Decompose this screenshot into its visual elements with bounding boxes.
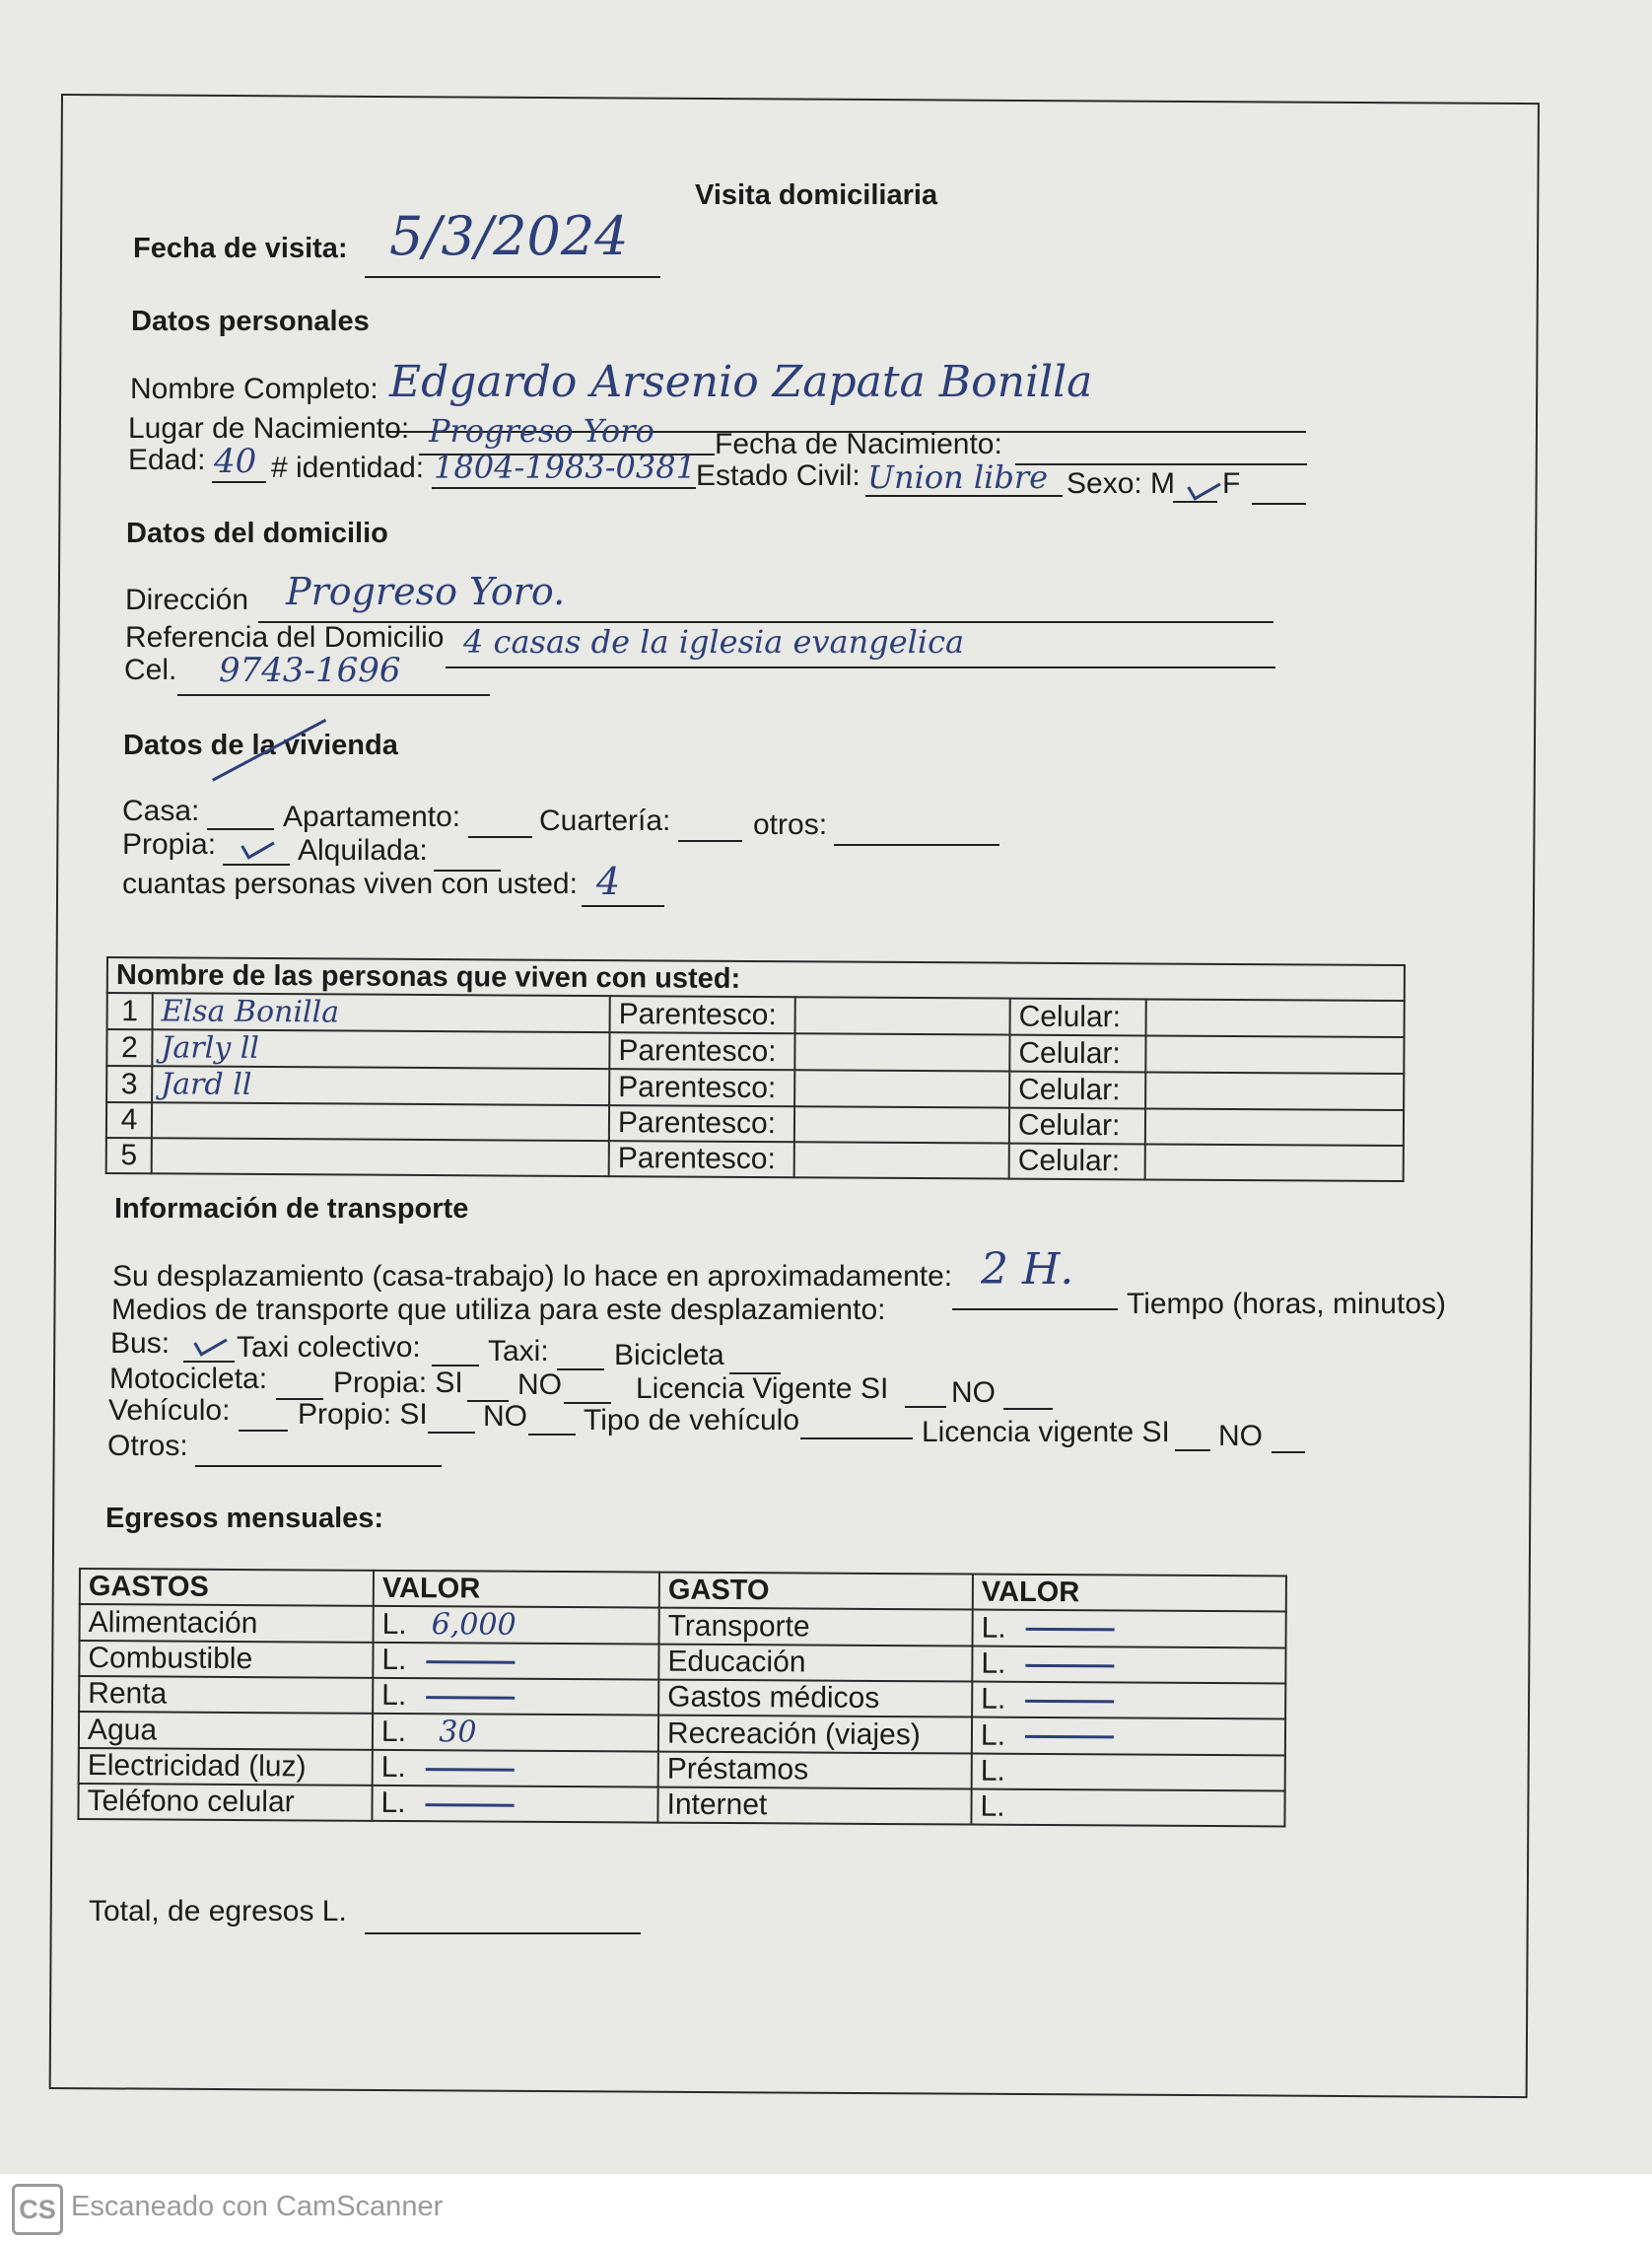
parentesco-label: Parentesco:	[609, 1069, 794, 1106]
col-gasto: GASTO	[659, 1573, 973, 1610]
count-line	[582, 905, 664, 907]
propia-line	[223, 864, 290, 866]
commute-line	[952, 1308, 1118, 1310]
expense-value	[973, 1610, 1286, 1648]
member-name: Jarly ll	[152, 1029, 609, 1069]
total-line	[365, 1932, 641, 1934]
propia-check-mark	[237, 836, 276, 856]
expense-label: Internet	[657, 1787, 971, 1825]
currency: L.	[981, 1646, 1006, 1680]
tipo-vehiculo-line	[800, 1437, 913, 1439]
expense-label: Electricidad (luz)	[79, 1748, 373, 1786]
expense-amount: 6,000	[431, 1607, 516, 1643]
total-label: Total, de egresos L.	[89, 1895, 347, 1927]
sex-check-mark	[1183, 477, 1222, 497]
expense-label: Recreación (viajes)	[658, 1716, 972, 1754]
expense-value	[374, 1606, 659, 1645]
col-valor-right: VALOR	[973, 1575, 1286, 1612]
camscanner-logo: CS	[12, 2184, 63, 2235]
expense-label: Alimentación	[80, 1604, 374, 1643]
visit-date-value: 5/3/2024	[389, 205, 629, 267]
bus-label: Bus:	[110, 1327, 171, 1360]
cuarteria-label: Cuartería:	[539, 805, 671, 837]
celular-value	[1145, 1035, 1404, 1074]
taxi-colectivo-label: Taxi colectivo:	[237, 1331, 421, 1364]
expenses-table	[77, 1568, 1287, 1827]
blank-dash	[426, 1768, 515, 1772]
moto-propia-no-label: NO	[517, 1368, 562, 1401]
cel-label: Cel.	[124, 654, 177, 686]
member-name	[152, 1138, 609, 1176]
celular-value	[1145, 1108, 1404, 1146]
moto-licencia-no-label: NO	[951, 1376, 996, 1409]
vehiculo-label: Vehículo:	[108, 1394, 231, 1427]
household-table	[105, 956, 1406, 1182]
blank-dash	[1025, 1699, 1114, 1703]
table-row	[106, 1138, 1404, 1181]
member-name: Jard ll	[152, 1066, 609, 1105]
currency: L.	[980, 1718, 1006, 1752]
currency: L.	[980, 1754, 1005, 1787]
celular-label: Celular:	[1009, 1035, 1145, 1073]
expense-label: Educación	[658, 1645, 972, 1682]
parentesco-label: Parentesco:	[609, 1141, 794, 1177]
commute-unit: Tiempo (horas, minutos)	[1127, 1288, 1446, 1320]
expense-value	[971, 1789, 1284, 1827]
currency: L.	[381, 1678, 407, 1713]
expense-value	[373, 1714, 658, 1752]
sex-f-line	[1252, 503, 1306, 505]
cuarteria-line	[678, 840, 742, 842]
commute-value: 2 H.	[981, 1244, 1074, 1295]
id-line	[432, 487, 696, 489]
celular-value	[1146, 999, 1405, 1037]
transport-otros-label: Otros:	[107, 1430, 188, 1462]
household-header: Nombre de las personas que viven con usted:	[107, 957, 1405, 1001]
blank-dash	[426, 1696, 515, 1700]
vehiculo-propio-no-label: NO	[483, 1400, 527, 1433]
member-name	[152, 1102, 609, 1141]
celular-value	[1145, 1072, 1404, 1110]
row-number: 5	[106, 1138, 152, 1173]
otros-label: otros:	[753, 808, 828, 841]
cel-line	[177, 694, 490, 696]
currency: L.	[981, 1682, 1006, 1716]
currency: L.	[381, 1607, 407, 1642]
currency: L.	[380, 1715, 407, 1749]
expense-value	[372, 1786, 657, 1823]
expense-value	[972, 1717, 1285, 1756]
currency: L.	[381, 1643, 407, 1677]
birthplace-label: Lugar de Nacimiento:	[128, 412, 410, 445]
camscanner-text: Escaneado con CamScanner	[71, 2191, 444, 2222]
celular-label: Celular:	[1009, 1108, 1145, 1145]
moto-propia-si-label: Propia: SI	[333, 1366, 463, 1399]
vehiculo-licencia-si-line	[1175, 1449, 1210, 1451]
vehiculo-licencia-no-label: NO	[1218, 1420, 1263, 1452]
vehiculo-licencia-no-line	[1272, 1451, 1305, 1453]
expense-value	[373, 1678, 658, 1716]
apartamento-line	[468, 836, 532, 838]
commute-label: Su desplazamiento (casa-trabajo) lo hace en aproximadamente:	[112, 1260, 953, 1293]
parentesco-value	[794, 1106, 1009, 1143]
count-label: cuantas personas viven con usted:	[122, 868, 578, 900]
form-title: Visita domiciliaria	[695, 179, 938, 211]
reference-value: 4 casas de la iglesia evangelica	[463, 623, 965, 661]
name-value: Edgardo Arsenio Zapata Bonilla	[389, 357, 1093, 407]
moto-licencia-si-label: Licencia Vigente SI	[636, 1372, 889, 1405]
birthdate-label: Fecha de Nacimiento:	[715, 428, 1002, 460]
civil-value: Union libre	[867, 458, 1049, 496]
propia-label: Propia:	[122, 828, 217, 861]
dwelling-heading: Datos de la vivienda	[123, 730, 398, 761]
celular-value	[1145, 1144, 1404, 1181]
expense-value	[373, 1643, 658, 1680]
vehiculo-line	[239, 1430, 288, 1432]
row-number: 1	[107, 993, 153, 1029]
expense-label: Combustible	[79, 1641, 373, 1678]
tipo-vehiculo-label: Tipo de vehículo	[584, 1404, 800, 1436]
casa-label: Casa:	[122, 795, 200, 827]
col-gastos: GASTOS	[80, 1569, 374, 1606]
parentesco-value	[794, 1033, 1009, 1071]
celular-label: Celular:	[1009, 1072, 1145, 1109]
currency: L.	[380, 1750, 406, 1785]
row-number: 2	[106, 1029, 152, 1066]
bicicleta-label: Bicicleta	[614, 1339, 724, 1371]
age-line	[212, 481, 266, 483]
blank-dash	[426, 1803, 515, 1807]
address-label: Dirección	[125, 584, 249, 616]
expense-label: Agua	[79, 1712, 373, 1750]
vehiculo-propio-si-label: Propio: SI	[298, 1398, 428, 1431]
casa-line	[207, 828, 274, 830]
moto-licencia-no-line	[1003, 1408, 1053, 1410]
parentesco-label: Parentesco:	[609, 1105, 794, 1142]
parentesco-value	[794, 1142, 1009, 1178]
vehiculo-propio-no-line	[528, 1434, 576, 1436]
id-value: 1804-1983-0381	[434, 449, 696, 486]
expense-label: Gastos médicos	[658, 1680, 972, 1717]
reference-label: Referencia del Domicilio	[125, 621, 445, 654]
means-label: Medios de transporte que utiliza para este desplazamiento:	[111, 1294, 886, 1326]
blank-dash	[1025, 1663, 1114, 1667]
transport-otros-line	[195, 1465, 442, 1467]
sex-f: F	[1222, 467, 1241, 500]
expense-value	[972, 1646, 1285, 1684]
sex-m-line	[1173, 501, 1217, 503]
reference-line	[446, 666, 1275, 668]
personal-heading: Datos personales	[131, 306, 370, 337]
member-name: Elsa Bonilla	[153, 993, 610, 1032]
age-value: 40	[214, 442, 257, 481]
age-label: Edad:	[128, 444, 206, 476]
expense-label: Renta	[79, 1676, 373, 1714]
currency: L.	[981, 1611, 1006, 1645]
cel-value: 9743-1696	[219, 651, 401, 690]
apartamento-label: Apartamento:	[283, 801, 461, 833]
parentesco-value	[794, 1070, 1009, 1107]
bus-check-mark	[189, 1333, 229, 1353]
expenses-heading: Egresos mensuales:	[105, 1503, 384, 1534]
alquilada-label: Alquilada:	[298, 834, 428, 867]
taxi-line	[557, 1368, 604, 1370]
col-valor-left: VALOR	[374, 1571, 659, 1608]
parentesco-label: Parentesco:	[609, 1032, 794, 1070]
expense-value	[972, 1682, 1285, 1719]
blank-dash	[426, 1660, 515, 1664]
taxi-label: Taxi:	[488, 1335, 549, 1367]
currency: L.	[380, 1786, 406, 1820]
home-heading: Datos del domicilio	[126, 518, 388, 549]
moto-licencia-si-line	[905, 1406, 946, 1408]
visit-date-line	[365, 276, 660, 278]
transport-heading: Información de transporte	[114, 1193, 469, 1225]
expense-value	[972, 1754, 1285, 1791]
address-value: Progreso Yoro.	[286, 570, 566, 613]
sex-label: Sexo: M	[1067, 467, 1176, 500]
row-number: 4	[106, 1102, 152, 1138]
civil-line	[865, 495, 1063, 497]
motocicleta-label: Motocicleta:	[109, 1363, 268, 1395]
expense-label: Préstamos	[658, 1752, 972, 1789]
expense-amount: 30	[439, 1715, 477, 1750]
expense-value	[373, 1750, 658, 1787]
birthplace-value: Progreso Yoro	[429, 412, 654, 450]
table-row	[78, 1784, 1284, 1826]
count-value: 4	[596, 860, 621, 903]
vehiculo-licencia-si-label: Licencia vigente SI	[922, 1416, 1170, 1448]
birthdate-line	[1015, 463, 1307, 465]
blank-dash	[1026, 1628, 1115, 1632]
civil-label: Estado Civil:	[696, 459, 860, 492]
id-label: # identidad:	[271, 452, 425, 484]
currency: L.	[980, 1789, 1005, 1823]
parentesco-label: Parentesco:	[610, 996, 795, 1033]
expense-label: Transporte	[659, 1608, 973, 1646]
name-label: Nombre Completo:	[130, 373, 379, 405]
parentesco-value	[795, 997, 1010, 1034]
vehiculo-propio-si-line	[428, 1432, 475, 1434]
expense-label: Teléfono celular	[78, 1784, 372, 1821]
celular-label: Celular:	[1010, 999, 1146, 1036]
blank-dash	[1025, 1735, 1114, 1739]
row-number: 3	[106, 1066, 152, 1102]
otros-line	[834, 844, 999, 846]
celular-label: Celular:	[1009, 1144, 1145, 1180]
visit-date-label: Fecha de visita:	[133, 233, 348, 264]
